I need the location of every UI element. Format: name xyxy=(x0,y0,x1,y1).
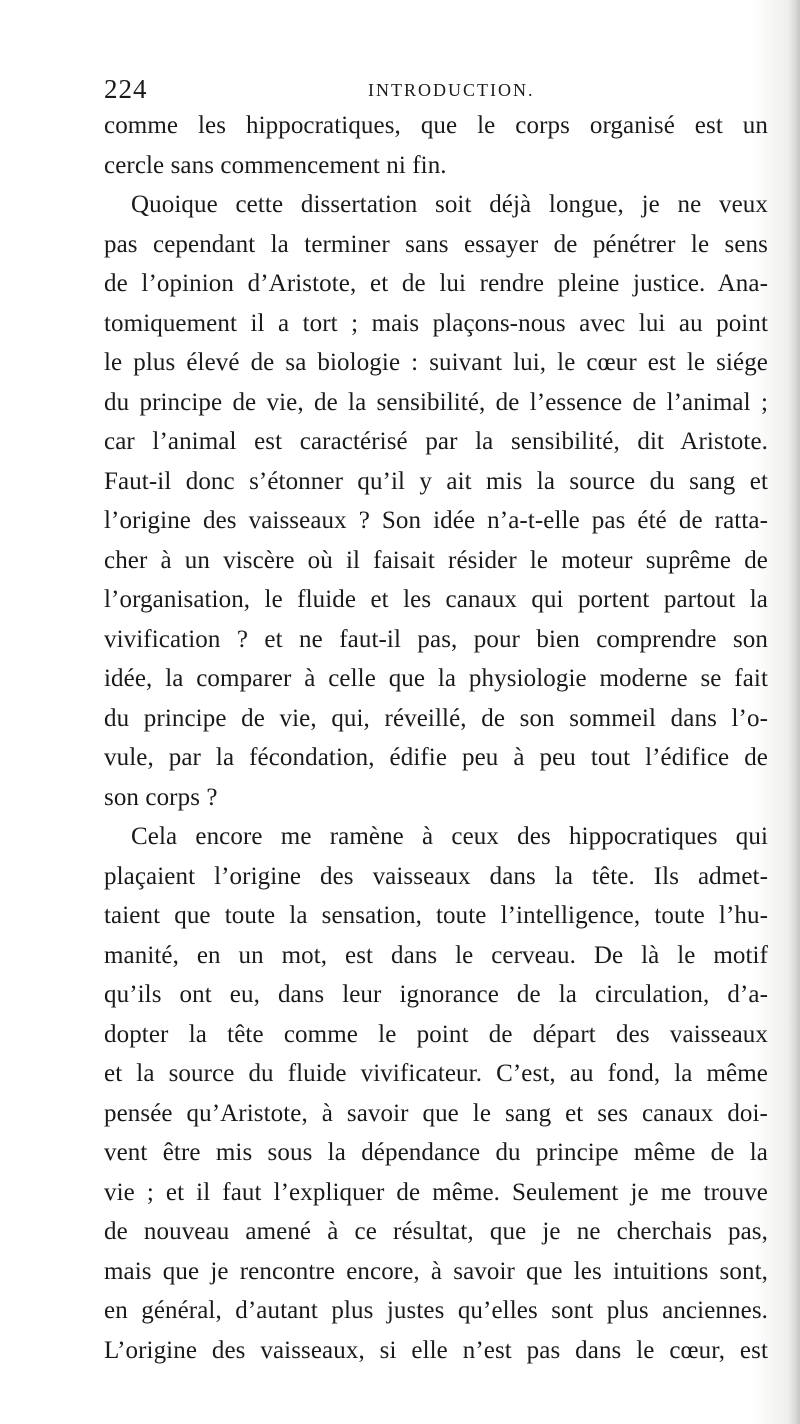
text-line: l’organisation, le fluide et les canaux qui portent partout la xyxy=(104,586,768,613)
text-line: vent être mis sous la dépendance du principe même de la xyxy=(104,1139,768,1166)
text-line: cercle sans commencement ni fin. xyxy=(104,151,447,179)
text-line: de l’opinion d’Aristote, et de lui rendre pleine justice. Ana- xyxy=(104,270,768,297)
text-line: tomiquement il a tort ; mais plaçons-nous avec lui au point xyxy=(104,309,768,337)
text-line: de nouveau amené à ce résultat, que je ne cherchais pas, xyxy=(104,1218,768,1245)
text-line: en général, d’autant plus justes qu’elles sont plus anciennes. xyxy=(104,1297,768,1324)
text-line: taient que toute la sensation, toute l’intelligence, toute l’hu- xyxy=(104,902,768,929)
text-line: cher à un viscère où il faisait résider le moteur suprême de xyxy=(104,546,768,574)
text-line: du principe de vie, de la sensibilité, de l’essence de l’animal ; xyxy=(104,388,768,416)
text-line: comme les hippocratiques, que le corps organisé est un xyxy=(104,112,768,139)
text-line: Faut-il donc s’étonner qu’il y ait mis la source du sang et xyxy=(104,467,768,495)
text-line: idée, la comparer à celle que la physiologie moderne se fait xyxy=(104,665,768,692)
text-line: et la source du fluide vivificateur. C’est, au fond, la même xyxy=(104,1060,768,1087)
text-line: pas cependant la terminer sans essayer de pénétrer le sens xyxy=(104,230,768,258)
text-line: Cela encore me ramène à ceux des hippocratiques qui xyxy=(131,823,768,850)
text-line: le plus élevé de sa biologie : suivant lui, le cœur est le siége xyxy=(104,349,768,376)
text-line: l’origine des vaisseaux ? Son idée n’a-t-elle pas été de ratta- xyxy=(104,507,768,534)
text-line: manité, en un mot, est dans le cerveau. De là le motif xyxy=(104,941,768,969)
text-line: son corps ? xyxy=(104,783,218,811)
text-line: qu’ils ont eu, dans leur ignorance de la circulation, d’a- xyxy=(104,981,768,1008)
text-line: vie ; et il faut l’expliquer de même. Seulement je me trouve xyxy=(104,1178,768,1206)
text-line: vivification ? et ne faut-il pas, pour bien comprendre son xyxy=(104,625,768,653)
page-number: 224 xyxy=(104,74,148,104)
running-head xyxy=(104,74,774,104)
text-line: du principe de vie, qui, réveillé, de son sommeil dans l’o- xyxy=(104,704,768,732)
text-line: mais que je rencontre encore, à savoir que les intuitions sont, xyxy=(104,1257,768,1285)
text-line: pensée qu’Aristote, à savoir que le sang et ses canaux doi- xyxy=(104,1099,768,1127)
text-line: L’origine des vaisseaux, si elle n’est pas dans le cœur, est xyxy=(104,1336,768,1364)
body-text xyxy=(104,106,768,1370)
page-edge-shadow xyxy=(788,0,800,1424)
text-line: plaçaient l’origine des vaisseaux dans la tête. Ils admet- xyxy=(104,862,768,890)
text-line: Quoique cette dissertation soit déjà longue, je ne veux xyxy=(131,191,768,218)
text-line: dopter la tête comme le point de départ des vaisseaux xyxy=(104,1020,768,1048)
running-title: INTRODUCTION. xyxy=(368,80,535,100)
text-line: vule, par la fécondation, édifie peu à peu tout l’édifice de xyxy=(104,744,768,771)
text-line: car l’animal est caractérisé par la sensibilité, dit Aristote. xyxy=(104,428,768,455)
